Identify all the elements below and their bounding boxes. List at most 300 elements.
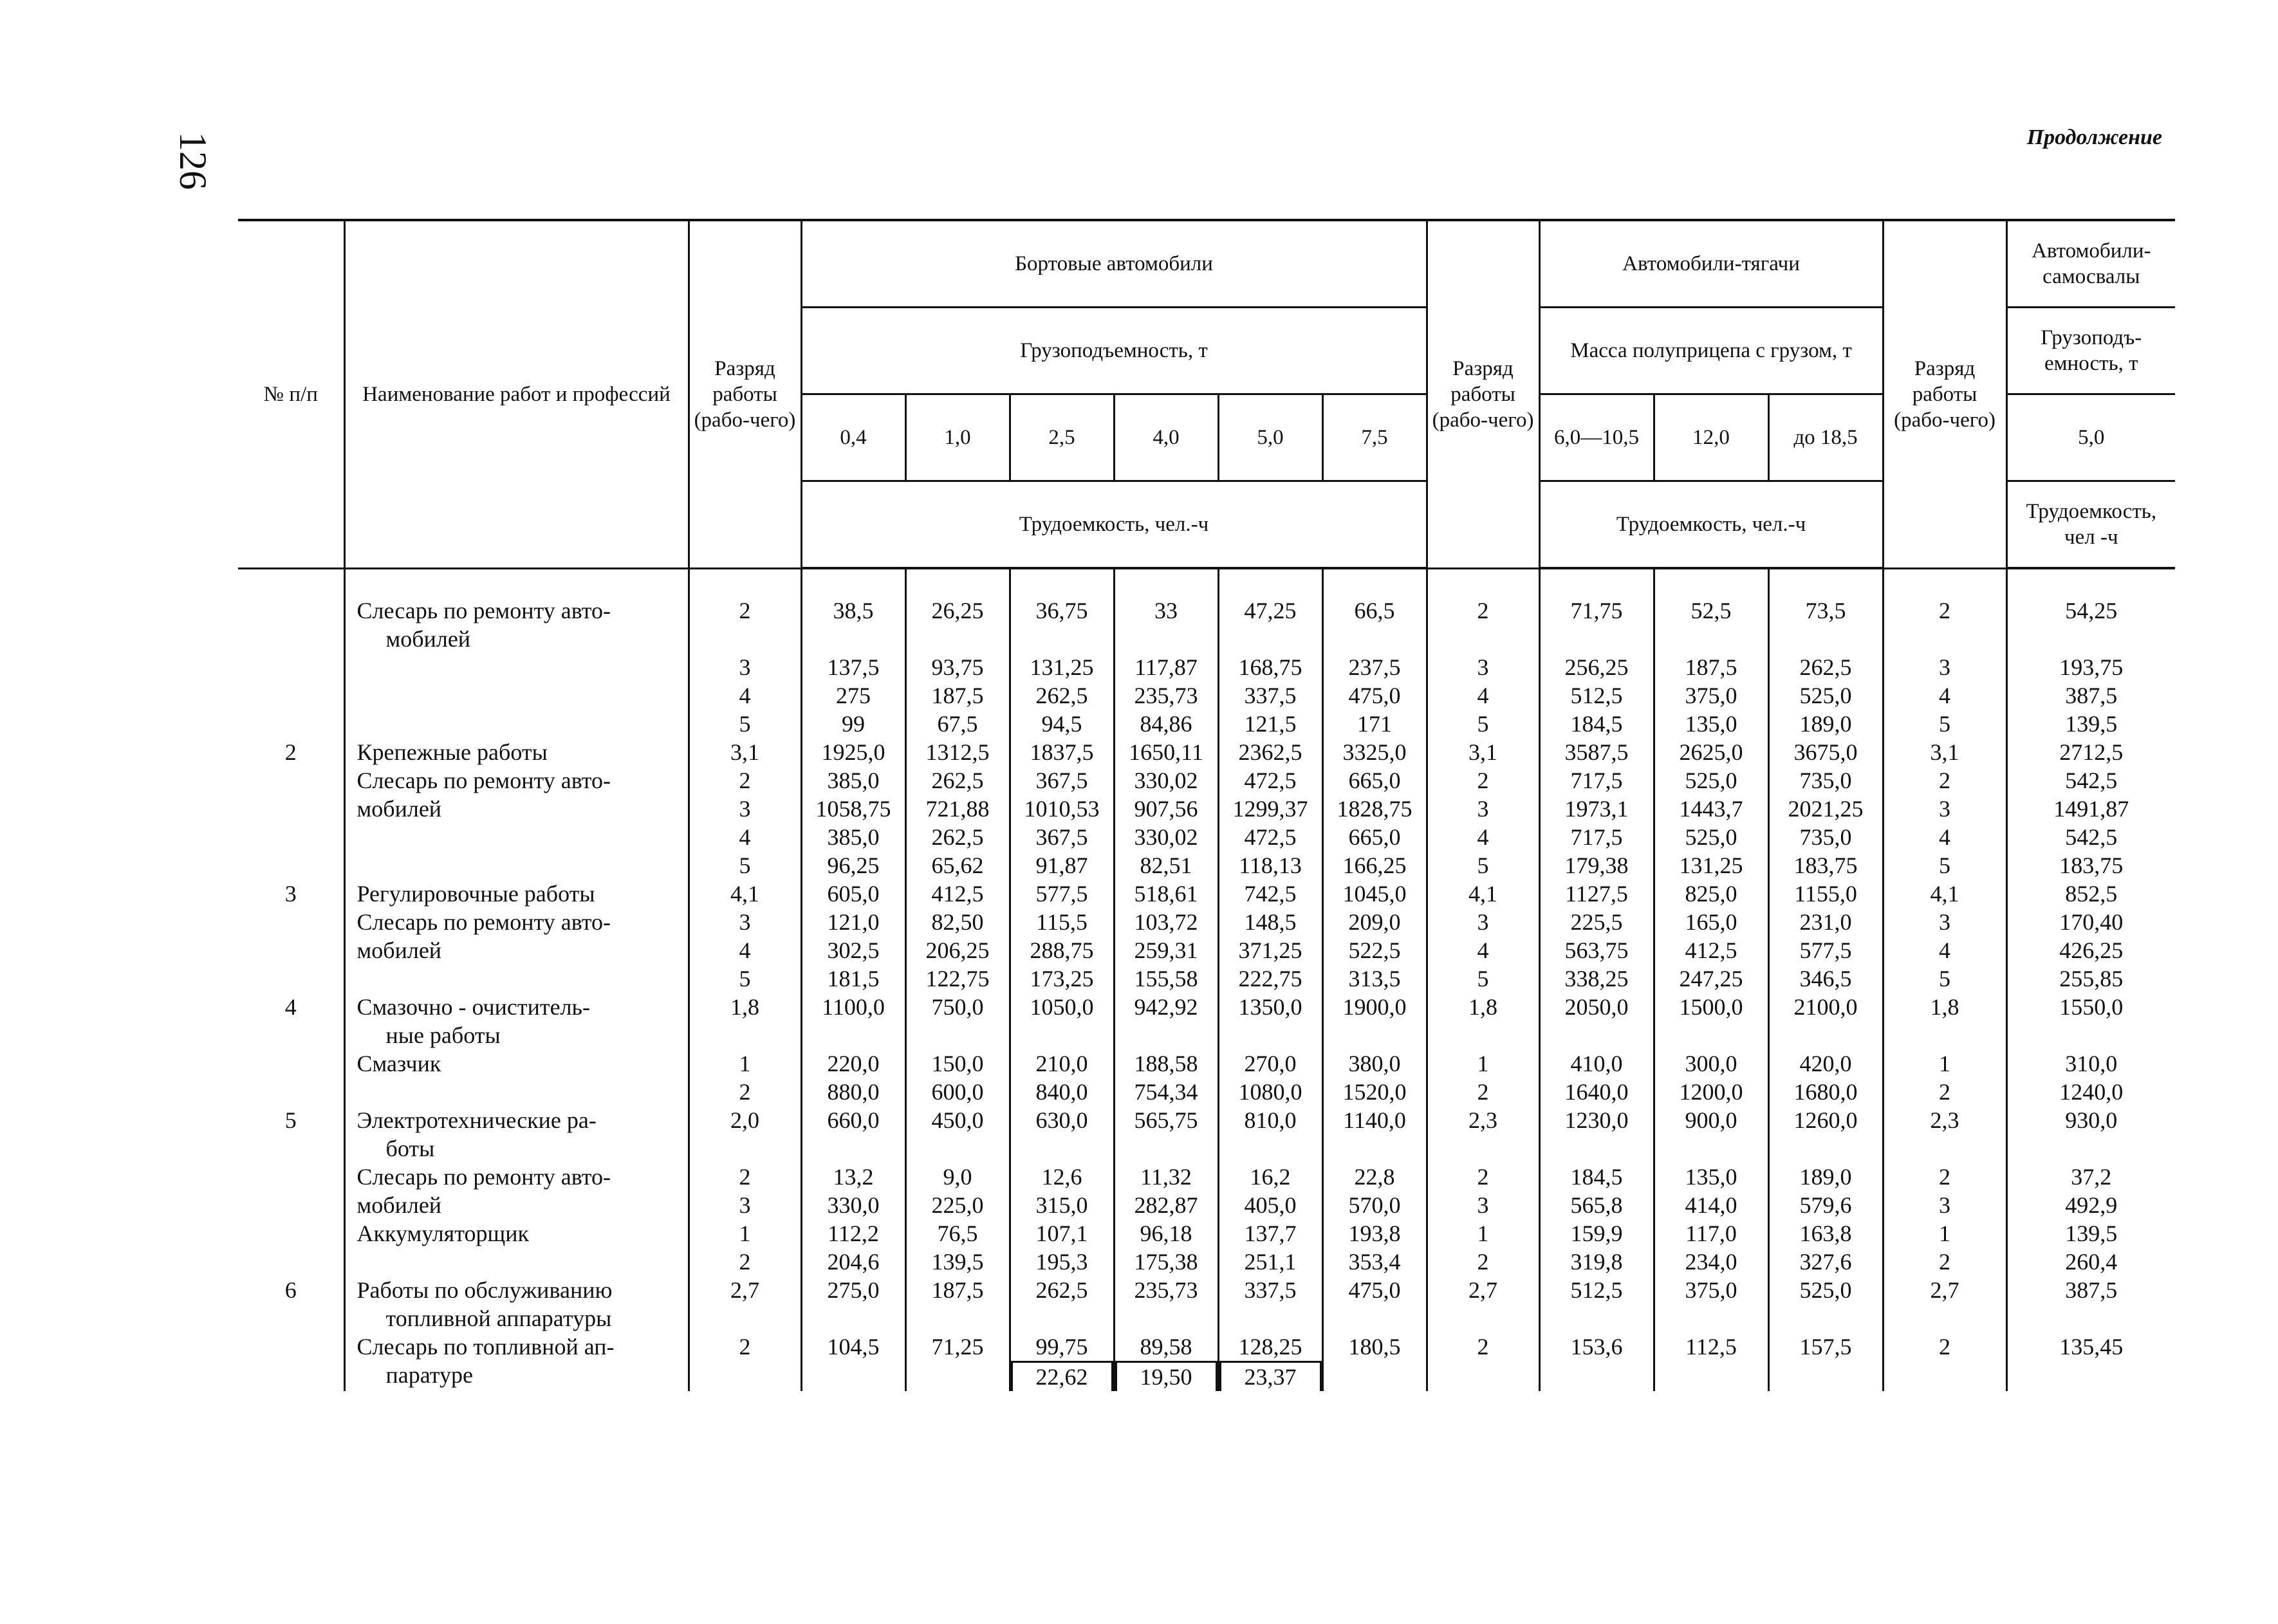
tractor-unit: Трудоемкость, чел.-ч	[1539, 481, 1883, 569]
tractor-value: 579,6	[1768, 1191, 1883, 1219]
rank-tractor: 3	[1427, 1191, 1539, 1219]
row-number	[238, 936, 344, 964]
rank-flatbed: 2,7	[689, 1276, 801, 1333]
flatbed-value	[905, 1219, 1010, 1248]
work-name-line: мобилей	[357, 1192, 442, 1218]
row-number	[238, 851, 344, 880]
flatbed-value-text: 99	[842, 711, 865, 737]
flatbed-value-text: 96,25	[827, 853, 880, 878]
table-row	[238, 1333, 2175, 1391]
flatbed-value	[1114, 1191, 1218, 1219]
rank-dump: 2,3	[1883, 1106, 2006, 1163]
flatbed-capacity-cell: 1,0	[905, 394, 1010, 481]
flatbed-value	[1322, 1248, 1427, 1276]
flatbed-value-text: 1050,0	[1030, 994, 1094, 1020]
tractor-value: 300,0	[1654, 1049, 1768, 1078]
flatbed-value	[1114, 710, 1218, 738]
work-name	[344, 738, 689, 766]
work-name-line: Слесарь по ремонту авто-	[357, 598, 611, 623]
dump-value: 1550,0	[2006, 993, 2175, 1049]
work-name	[344, 964, 689, 993]
flatbed-value	[1218, 851, 1322, 880]
flatbed-value-text: 96,18	[1140, 1221, 1192, 1246]
flatbed-value-text: 180,5	[1348, 1334, 1401, 1360]
flatbed-value-text: 91,87	[1035, 853, 1088, 878]
flatbed-value	[1218, 823, 1322, 851]
tractor-value: 187,5	[1654, 653, 1768, 681]
flatbed-value	[801, 936, 905, 964]
tractor-mass-cell: 6,0—10,5	[1539, 394, 1654, 481]
row-number	[238, 681, 344, 710]
flatbed-value	[1218, 1049, 1322, 1078]
flatbed-value-text: 353,4	[1348, 1249, 1401, 1275]
flatbed-value-text: 880,0	[827, 1079, 880, 1105]
flatbed-value-text: 173,25	[1030, 966, 1094, 992]
flatbed-value-text: 155,58	[1134, 966, 1198, 992]
flatbed-value-text: 302,5	[827, 937, 880, 963]
flatbed-value-text: 65,62	[931, 853, 984, 878]
rank-dump: 5	[1883, 710, 2006, 738]
rank-tractor: 4	[1427, 936, 1539, 964]
tractor-value: 525,0	[1768, 681, 1883, 710]
flatbed-value	[905, 1333, 1010, 1391]
flatbed-value-text: 450,0	[931, 1107, 984, 1133]
header-dump-group: Автомобили-самосвалы	[2006, 220, 2175, 308]
tractor-value: 1680,0	[1768, 1078, 1883, 1106]
flatbed-value-text: 367,5	[1035, 824, 1088, 850]
flatbed-value-text: 193,8	[1348, 1221, 1401, 1246]
row-number	[238, 596, 344, 653]
flatbed-value-text: 82,50	[931, 909, 984, 935]
table-row	[238, 681, 2175, 710]
flatbed-value-text: 367,5	[1035, 768, 1088, 793]
flatbed-value	[1114, 908, 1218, 936]
flatbed-value-text: 275	[836, 683, 871, 708]
flatbed-value-text: 385,0	[827, 824, 880, 850]
flatbed-value	[1010, 1078, 1114, 1106]
rank-flatbed: 5	[689, 851, 801, 880]
flatbed-value	[1010, 653, 1114, 681]
rank-tractor: 3	[1427, 908, 1539, 936]
row-number	[238, 795, 344, 823]
flatbed-value	[801, 1106, 905, 1163]
rank-tractor: 2	[1427, 1163, 1539, 1191]
flatbed-value	[905, 766, 1010, 795]
table-row	[238, 908, 2175, 936]
flatbed-value	[1322, 851, 1427, 880]
flatbed-value	[801, 993, 905, 1049]
flatbed-value	[801, 710, 905, 738]
dump-value: 1240,0	[2006, 1078, 2175, 1106]
flatbed-value-text: 288,75	[1030, 937, 1094, 963]
work-name	[344, 653, 689, 681]
flatbed-value	[905, 908, 1010, 936]
tractor-value: 2050,0	[1539, 993, 1654, 1049]
flatbed-value-text: 33	[1154, 598, 1178, 623]
flatbed-value-text: 99,75	[1035, 1334, 1088, 1360]
table-row	[238, 1049, 2175, 1078]
tractor-value: 71,75	[1539, 596, 1654, 653]
rank-flatbed: 5	[689, 964, 801, 993]
tractor-value: 327,6	[1768, 1248, 1883, 1276]
work-name	[344, 681, 689, 710]
tractor-value: 1260,0	[1768, 1106, 1883, 1163]
flatbed-value-text: 118,13	[1239, 853, 1302, 878]
dump-value: 852,5	[2006, 880, 2175, 908]
flatbed-value	[905, 738, 1010, 766]
work-name-line: Аккумуляторщик	[357, 1221, 529, 1246]
row-number	[238, 1049, 344, 1078]
header-tractor-mass: Масса полуприцепа с грузом, т	[1539, 308, 1883, 394]
flatbed-value-text: 315,0	[1035, 1192, 1088, 1218]
flatbed-value	[1010, 1049, 1114, 1078]
tractor-value: 2625,0	[1654, 738, 1768, 766]
flatbed-value	[1114, 1276, 1218, 1333]
flatbed-value-text: 313,5	[1348, 966, 1401, 992]
flatbed-value	[1218, 1163, 1322, 1191]
rank-tractor: 3	[1427, 795, 1539, 823]
tractor-value: 262,5	[1768, 653, 1883, 681]
rank-tractor: 5	[1427, 851, 1539, 880]
flatbed-value-text: 67,5	[937, 711, 978, 737]
flatbed-value	[1218, 795, 1322, 823]
flatbed-value-text: 235,73	[1134, 683, 1198, 708]
rank-dump: 2	[1883, 1078, 2006, 1106]
flatbed-value	[905, 681, 1010, 710]
flatbed-extra-value: 22,62	[1011, 1361, 1113, 1391]
flatbed-value	[905, 710, 1010, 738]
table-row	[238, 1191, 2175, 1219]
tractor-value: 189,0	[1768, 710, 1883, 738]
rank-dump: 2	[1883, 1333, 2006, 1391]
flatbed-value-text: 76,5	[937, 1221, 978, 1246]
header-flatbed-group: Бортовые автомобили	[801, 220, 1427, 308]
flatbed-capacity-cell: 2,5	[1010, 394, 1114, 481]
flatbed-value	[1322, 993, 1427, 1049]
flatbed-value	[801, 964, 905, 993]
dump-capacity-cell: 5,0	[2006, 394, 2175, 481]
tractor-value: 577,5	[1768, 936, 1883, 964]
flatbed-value-text: 235,73	[1134, 1277, 1198, 1303]
flatbed-value	[1010, 1106, 1114, 1163]
header-name: Наименование работ и профессий	[344, 220, 689, 568]
work-name-line: мобилей	[385, 626, 471, 652]
flatbed-value	[801, 1276, 905, 1333]
flatbed-value-text: 71,25	[931, 1334, 984, 1360]
tractor-mass-cell: до 18,5	[1768, 394, 1883, 481]
rank-flatbed: 4	[689, 936, 801, 964]
flatbed-value-text: 570,0	[1348, 1192, 1401, 1218]
flatbed-value	[905, 993, 1010, 1049]
flatbed-value-text: 475,0	[1348, 683, 1401, 708]
dump-value: 139,5	[2006, 710, 2175, 738]
table-row	[238, 964, 2175, 993]
work-name-line: Электротехнические ра-	[357, 1107, 597, 1133]
flatbed-value	[905, 596, 1010, 653]
tractor-value: 563,75	[1539, 936, 1654, 964]
work-name-line: Слесарь по ремонту авто-	[357, 909, 611, 935]
flatbed-value	[1322, 823, 1427, 851]
work-name-line: Слесарь по ремонту авто-	[357, 1164, 611, 1190]
flatbed-value-text: 168,75	[1238, 654, 1302, 680]
tractor-value: 525,0	[1768, 1276, 1883, 1333]
work-name	[344, 1219, 689, 1248]
flatbed-value	[801, 908, 905, 936]
page-number: 126	[172, 132, 214, 190]
tractor-value: 1155,0	[1768, 880, 1883, 908]
flatbed-value-text: 94,5	[1041, 711, 1082, 737]
dump-value: 255,85	[2006, 964, 2175, 993]
work-name-line: Работы по обслуживанию	[357, 1277, 613, 1303]
rank-flatbed: 2	[689, 596, 801, 653]
flatbed-value	[1322, 908, 1427, 936]
work-name-line: Крепежные работы	[357, 739, 548, 765]
flatbed-capacity-cell: 5,0	[1218, 394, 1322, 481]
flatbed-value-text: 262,5	[1035, 1277, 1088, 1303]
tractor-value: 525,0	[1654, 766, 1768, 795]
flatbed-value	[1114, 936, 1218, 964]
flatbed-value-text: 115,5	[1036, 909, 1088, 935]
rank-dump: 3,1	[1883, 738, 2006, 766]
tractor-value: 319,8	[1539, 1248, 1654, 1276]
flatbed-value-text: 371,25	[1238, 937, 1302, 963]
flatbed-value-text: 522,5	[1348, 937, 1401, 963]
flatbed-value	[1322, 1049, 1427, 1078]
flatbed-value	[905, 936, 1010, 964]
labor-intensity-table	[238, 219, 2175, 1391]
flatbed-value-text: 1520,0	[1342, 1079, 1407, 1105]
tractor-value: 73,5	[1768, 596, 1883, 653]
tractor-mass-cell: 12,0	[1654, 394, 1768, 481]
dump-value: 387,5	[2006, 681, 2175, 710]
flatbed-value-text: 275,0	[827, 1277, 880, 1303]
tractor-value: 184,5	[1539, 710, 1654, 738]
flatbed-value	[1218, 1191, 1322, 1219]
tractor-value: 338,25	[1539, 964, 1654, 993]
flatbed-value-text: 1925,0	[821, 739, 885, 765]
tractor-value: 2100,0	[1768, 993, 1883, 1049]
flatbed-value	[801, 1248, 905, 1276]
flatbed-value-text: 337,5	[1244, 1277, 1297, 1303]
flatbed-value	[801, 851, 905, 880]
flatbed-value-text: 26,25	[931, 598, 984, 623]
row-number	[238, 1219, 344, 1248]
table-row	[238, 795, 2175, 823]
flatbed-value	[1114, 681, 1218, 710]
flatbed-value-text: 330,02	[1134, 824, 1198, 850]
flatbed-value-text: 1900,0	[1342, 994, 1407, 1020]
flatbed-value-text: 337,5	[1244, 683, 1297, 708]
flatbed-value-text: 121,5	[1244, 711, 1297, 737]
table-body	[238, 568, 2175, 1391]
flatbed-value-text: 82,51	[1140, 853, 1192, 878]
tractor-value: 179,38	[1539, 851, 1654, 880]
row-number: 2	[238, 738, 344, 766]
flatbed-value-text: 518,61	[1134, 881, 1198, 907]
flatbed-value-text: 472,5	[1244, 768, 1297, 793]
flatbed-value-text: 262,5	[931, 768, 984, 793]
rank-dump: 2	[1883, 596, 2006, 653]
work-name	[344, 936, 689, 964]
flatbed-value-text: 222,75	[1238, 966, 1302, 992]
flatbed-value-text: 121,0	[827, 909, 880, 935]
tractor-value: 131,25	[1654, 851, 1768, 880]
tractor-value: 346,5	[1768, 964, 1883, 993]
rank-flatbed: 1	[689, 1049, 801, 1078]
flatbed-value-text: 810,0	[1244, 1107, 1297, 1133]
flatbed-value-text: 150,0	[931, 1051, 984, 1076]
flatbed-value	[1010, 851, 1114, 880]
table-row	[238, 936, 2175, 964]
tractor-value: 512,5	[1539, 1276, 1654, 1333]
flatbed-value-text: 22,8	[1354, 1164, 1395, 1190]
flatbed-value-text: 225,0	[931, 1192, 984, 1218]
rank-dump: 1,8	[1883, 993, 2006, 1049]
row-number	[238, 908, 344, 936]
work-name	[344, 1049, 689, 1078]
work-name-line: Регулировочные работы	[357, 881, 595, 907]
flatbed-value	[1218, 1333, 1322, 1391]
rank-tractor: 3,1	[1427, 738, 1539, 766]
rank-tractor: 4	[1427, 681, 1539, 710]
flatbed-value	[801, 766, 905, 795]
flatbed-value-text: 1010,53	[1024, 796, 1100, 822]
rank-flatbed: 3	[689, 653, 801, 681]
header-flatbed-capacity: Грузоподъемность, т	[801, 308, 1427, 394]
flatbed-value	[1218, 710, 1322, 738]
table-row	[238, 766, 2175, 795]
flatbed-value	[905, 1106, 1010, 1163]
rank-flatbed: 3,1	[689, 738, 801, 766]
work-name	[344, 993, 689, 1049]
row-number: 5	[238, 1106, 344, 1163]
work-name	[344, 596, 689, 653]
work-name	[344, 851, 689, 880]
flatbed-value	[905, 1049, 1010, 1078]
flatbed-value	[1010, 964, 1114, 993]
flatbed-value-text: 9,0	[943, 1164, 972, 1190]
rank-flatbed: 2,0	[689, 1106, 801, 1163]
flatbed-value-text: 1080,0	[1238, 1079, 1302, 1105]
rank-dump: 1	[1883, 1219, 2006, 1248]
tractor-value: 153,6	[1539, 1333, 1654, 1391]
flatbed-value-text: 187,5	[931, 683, 984, 708]
flatbed-value	[1322, 1191, 1427, 1219]
dump-value: 2712,5	[2006, 738, 2175, 766]
flatbed-value-text: 405,0	[1244, 1192, 1297, 1218]
flatbed-value	[1218, 1219, 1322, 1248]
flatbed-value	[801, 653, 905, 681]
dump-value: 542,5	[2006, 823, 2175, 851]
tractor-value: 717,5	[1539, 823, 1654, 851]
dump-value: 426,25	[2006, 936, 2175, 964]
rank-dump: 4	[1883, 823, 2006, 851]
work-name	[344, 823, 689, 851]
flatbed-value	[1114, 1333, 1218, 1391]
flatbed-value	[1010, 738, 1114, 766]
flatbed-value-text: 122,75	[925, 966, 990, 992]
tractor-value: 157,5	[1768, 1333, 1883, 1391]
tractor-value: 410,0	[1539, 1049, 1654, 1078]
flatbed-value	[1322, 710, 1427, 738]
flatbed-value-text: 380,0	[1348, 1051, 1401, 1076]
flatbed-value-text: 206,25	[925, 937, 990, 963]
flatbed-value	[801, 1163, 905, 1191]
dump-value: 260,4	[2006, 1248, 2175, 1276]
rank-flatbed: 2	[689, 1078, 801, 1106]
flatbed-value	[1010, 880, 1114, 908]
flatbed-value	[1010, 936, 1114, 964]
flatbed-value	[1322, 681, 1427, 710]
rank-dump: 2	[1883, 766, 2006, 795]
flatbed-value	[1218, 908, 1322, 936]
work-name	[344, 1191, 689, 1219]
rank-tractor: 3	[1427, 653, 1539, 681]
flatbed-value	[1114, 880, 1218, 908]
dump-value: 183,75	[2006, 851, 2175, 880]
rank-dump: 3	[1883, 1191, 2006, 1219]
flatbed-value	[1218, 738, 1322, 766]
flatbed-value-text: 259,31	[1134, 937, 1198, 963]
flatbed-value-text: 262,5	[1035, 683, 1088, 708]
flatbed-value-text: 577,5	[1035, 881, 1088, 907]
header-tractor-group: Автомобили-тягачи	[1539, 220, 1883, 308]
flatbed-value	[1010, 710, 1114, 738]
flatbed-value	[801, 1219, 905, 1248]
tractor-value: 3675,0	[1768, 738, 1883, 766]
flatbed-value	[905, 1248, 1010, 1276]
flatbed-value-text: 750,0	[931, 994, 984, 1020]
tractor-value: 184,5	[1539, 1163, 1654, 1191]
flatbed-value	[1010, 993, 1114, 1049]
rank-flatbed: 1,8	[689, 993, 801, 1049]
rank-dump: 3	[1883, 653, 2006, 681]
flatbed-value	[1218, 596, 1322, 653]
table-row	[238, 1248, 2175, 1276]
flatbed-value	[1322, 1106, 1427, 1163]
flatbed-value	[1010, 795, 1114, 823]
flatbed-value-text: 137,5	[827, 654, 880, 680]
tractor-value: 412,5	[1654, 936, 1768, 964]
table-row	[238, 596, 2175, 653]
row-number	[238, 1248, 344, 1276]
flatbed-value-text: 251,1	[1244, 1249, 1297, 1275]
flatbed-value	[1322, 596, 1427, 653]
flatbed-value	[801, 1333, 905, 1391]
flatbed-value-text: 742,5	[1244, 881, 1297, 907]
flatbed-value-text: 204,6	[827, 1249, 880, 1275]
work-name-line: мобилей	[357, 796, 442, 822]
rank-flatbed: 2	[689, 1333, 801, 1391]
rank-dump: 2,7	[1883, 1276, 2006, 1333]
work-name-line: Смазочно - очиститель-	[357, 994, 590, 1020]
flatbed-extra-value: 19,50	[1115, 1361, 1218, 1391]
work-name-line: мобилей	[357, 937, 442, 963]
flatbed-value	[905, 851, 1010, 880]
rank-flatbed: 1	[689, 1219, 801, 1248]
rank-tractor: 1,8	[1427, 993, 1539, 1049]
rank-dump: 5	[1883, 964, 2006, 993]
tractor-value: 256,25	[1539, 653, 1654, 681]
rank-dump: 5	[1883, 851, 2006, 880]
tractor-value: 900,0	[1654, 1106, 1768, 1163]
flatbed-capacity-cell: 0,4	[801, 394, 905, 481]
rank-tractor: 1	[1427, 1219, 1539, 1248]
flatbed-value-text: 2362,5	[1238, 739, 1302, 765]
flatbed-value	[1218, 653, 1322, 681]
tractor-value: 565,8	[1539, 1191, 1654, 1219]
dump-value: 193,75	[2006, 653, 2175, 681]
